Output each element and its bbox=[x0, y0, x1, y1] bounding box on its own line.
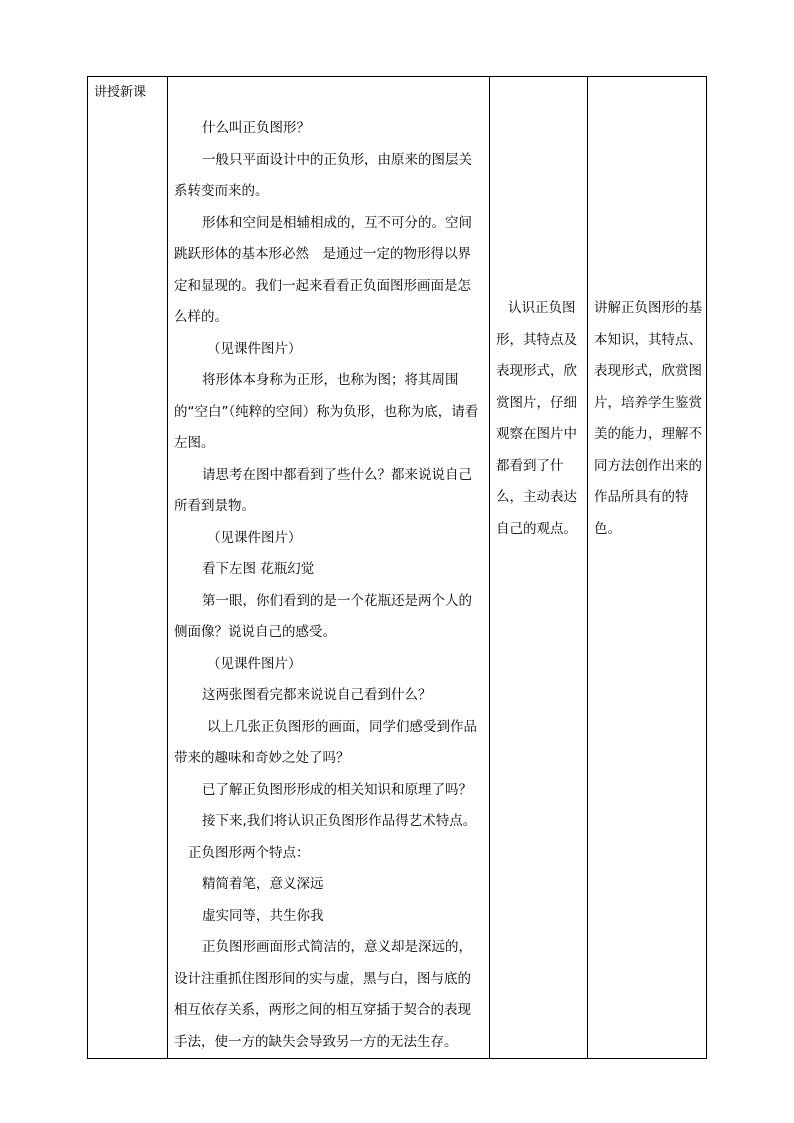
content-paragraph: （见课件图片） bbox=[207, 340, 302, 357]
content-paragraph: 正负图形两个特点： bbox=[188, 844, 310, 861]
student-activity-text: 认识正负图形，其特点及表现形式，欣赏图片，仔细观察在图片中都看到了什么，主动表达自己的观点。 bbox=[496, 300, 577, 537]
lesson-plan-table bbox=[87, 76, 707, 1059]
content-paragraph: 第一眼，你们看到的是一个花瓶还是两个人的侧面像？说说自己的感受。 bbox=[174, 592, 472, 640]
content-paragraph: 形体和空间是相辅相成的，互不可分的。空间跳跃形体的基本形必然 是通过一定的物形得以界定和显现的。我们一起来看看正负面图形画面是怎么样的。 bbox=[174, 214, 472, 325]
content-paragraph: 看下左图 花瓶幻觉 bbox=[202, 561, 315, 577]
content-paragraph: 一般只平面设计中的正负形，由原来的图层关系转变而来的。 bbox=[174, 151, 472, 199]
student-activity-cell bbox=[490, 77, 588, 1059]
content-paragraph: 正负图形画面形式简洁的，意义却是深远的，设计注重抓住图形间的实与虚，黑与白，图与底的相互依存关系，两形之间的相互穿插于契合的表现手法，使一方的缺失会导致另一方的无法生存。 bbox=[174, 939, 472, 1050]
section-label: 讲授新课 bbox=[94, 85, 147, 100]
content-paragraph: 以上几张正负图形的画面，同学们感受到作品带来的趣味和奇妙之处了吗？ bbox=[174, 718, 477, 766]
table-row bbox=[88, 77, 707, 1059]
content-paragraph: （见课件图片） bbox=[207, 655, 302, 672]
teacher-intent-text: 讲解正负图形的基本知识，其特点、表现形式，欣赏图片，培养学生鉴赏美的能力，理解不同方法创作出来的作品所具有的特色。 bbox=[594, 300, 702, 537]
content-paragraph: 将形体本身称为正形，也称为图；将其周围的“空白”（纯粹的空间）称为负形，也称为底，请看左图。 bbox=[174, 372, 479, 451]
content-paragraph: 什么叫正负图形？ bbox=[202, 120, 310, 136]
content-paragraph: （见课件图片） bbox=[207, 529, 302, 546]
content-paragraph: 接下来,我们将认识正负图形作品得艺术特点。 bbox=[202, 813, 477, 829]
content-paragraph: 已了解正负图形形成的相关知识和原理了吗？ bbox=[202, 781, 472, 798]
teaching-content-cell bbox=[168, 77, 490, 1059]
content-paragraph: 这两张图看完都来说说自己看到什么？ bbox=[202, 687, 432, 703]
content-paragraph: 请思考在图中都看到了些什么？都来说说自己所看到景物。 bbox=[174, 466, 472, 514]
content-paragraph: 精简着笔，意义深远 bbox=[202, 876, 324, 892]
content-paragraph: 虚实同等，共生你我 bbox=[202, 907, 324, 924]
section-label-cell bbox=[88, 77, 168, 1059]
teaching-content bbox=[168, 77, 489, 1058]
teacher-intent-cell bbox=[588, 77, 707, 1059]
